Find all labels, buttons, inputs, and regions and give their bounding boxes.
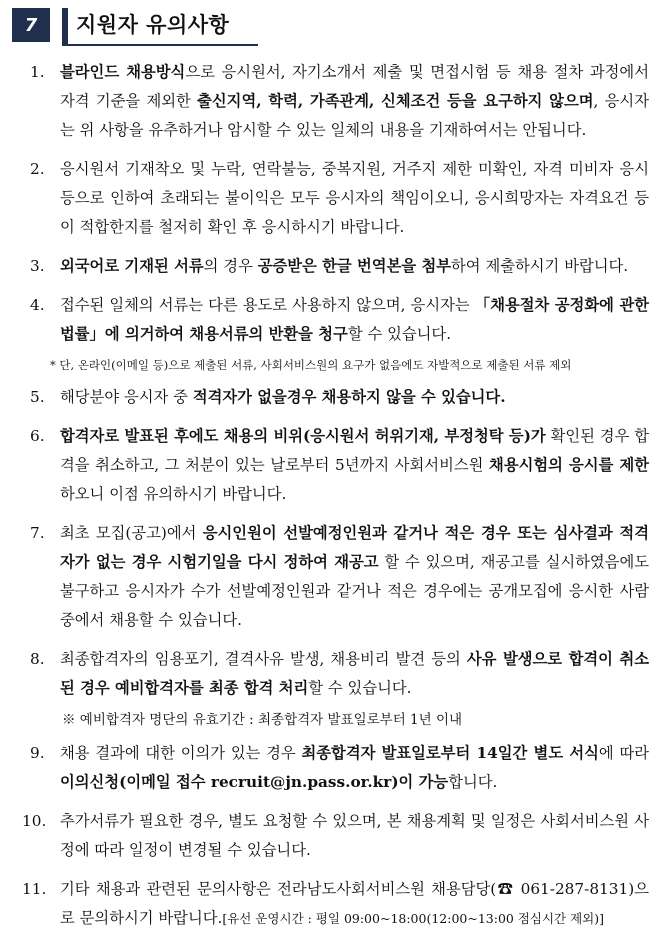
body-text: 최종합격자의 임용포기, 결격사유 발생, 채용비리 발견 등의 — [60, 650, 467, 668]
notice-text — [60, 291, 649, 349]
notice-item — [0, 383, 665, 412]
notice-text — [60, 875, 649, 933]
body-text: 기타 채용과 관련된 문의사항은 전라남도사회서비스원 채용담당(☎ 061-287-8131)으로 문의하시기 바랍니다. — [60, 880, 649, 927]
body-text: 할 수 있습니다. — [308, 679, 412, 697]
notice-item — [0, 645, 665, 703]
emphasis-text: 응시인원이 선발예정인원과 같거나 적은 경우 또는 심사결과 적격자가 없는 경우 시험기일을 다시 정하여 재공고 — [60, 524, 649, 571]
emphasis-text: 출신지역, 학력, 가족관계, 신체조건 등을 요구하지 않으며 — [197, 92, 594, 110]
notice-item — [0, 739, 665, 797]
title-accent-bar — [62, 8, 68, 44]
section-title: 지원자 유의사항 — [76, 13, 230, 37]
notice-number: 5. — [30, 388, 45, 406]
body-text: 최초 모집(공고)에서 — [60, 524, 203, 542]
notice-text — [60, 58, 649, 145]
notice-item — [0, 291, 665, 349]
body-text: 으로 응시원서, 자기소개서 제출 및 면접시험 등 채용 절차 과정에서 자격 기준을 제외한 — [60, 63, 649, 110]
notice-item — [0, 252, 665, 281]
body-text: 확인된 경우 합격을 취소하고, 그 처분이 있는 날로부터 5년까지 사회서비스원 — [60, 427, 650, 474]
emphasis-text: 사유 발생으로 합격이 취소된 경우 예비합격자를 최종 합격 처리 — [60, 650, 650, 697]
notice-item — [0, 875, 665, 933]
body-text: 할 수 있으며, 재공고를 실시하였음에도 불구하고 응시자가 수가 선발예정인원과 같거나 적은 경우에는 공개모집에 응시한 사람 중에서 채용할 수 있습니다. — [60, 553, 650, 629]
body-text: 채용 결과에 대한 이의가 있는 경우 — [60, 744, 302, 762]
notice-text — [60, 645, 649, 703]
notice-number: 2. — [30, 160, 45, 178]
emphasis-text: 블라인드 채용방식 — [60, 63, 186, 81]
notice-number: 10. — [22, 812, 47, 830]
body-text: 추가서류가 필요한 경우, 별도 요청할 수 있으며, 본 채용계획 및 일정은 사회서비스원 사정에 따라 일정이 변경될 수 있습니다. — [60, 812, 649, 859]
notice-item — [0, 807, 665, 865]
body-text: 해당분야 응시자 중 — [60, 388, 193, 406]
emphasis-text: 채용시험의 응시를 제한 — [489, 456, 649, 474]
emphasis-text: 「채용절차 공정화에 관한 법률」에 의거하여 채용서류의 반환을 청구 — [60, 296, 650, 343]
notice-item — [0, 155, 665, 242]
emphasis-text: 이의신청(이메일 접수 recruit@jn.pass.or.kr)이 가능 — [60, 773, 449, 791]
notice-number: 8. — [30, 650, 45, 668]
body-text: [유선 운영시간 : 평일 09:00~18:00(12:00~13:00 점심시간 제외)] — [222, 911, 605, 926]
notice-number: 7. — [30, 524, 45, 542]
footnote: ※ 예비합격자 명단의 유효기간 : 최종합격자 발표일로부터 1년 이내 — [62, 712, 463, 728]
notice-text — [60, 519, 649, 635]
notice-text — [60, 739, 649, 797]
notice-text — [60, 422, 649, 509]
notice-text — [60, 807, 649, 865]
title-underline — [62, 44, 258, 46]
notice-number: 3. — [30, 257, 45, 275]
notice-text — [60, 383, 649, 412]
section-number-badge: 7 — [12, 8, 50, 42]
notice-number: 6. — [30, 427, 45, 445]
footnote: * 단, 온라인(이메일 등)으로 제출된 서류, 사회서비스원의 요구가 없음에도 자발적으로 제출된 서류 제외 — [50, 358, 572, 372]
notice-number: 1. — [30, 63, 45, 81]
body-text: , 응시자는 위 사항을 유추하거나 암시할 수 있는 일체의 내용을 기재하여서는 안됩니다. — [60, 92, 649, 139]
emphasis-text: 최종합격자 발표일로부터 14일간 별도 서식 — [301, 744, 599, 762]
notice-text — [60, 252, 649, 281]
notice-list — [0, 58, 665, 943]
emphasis-text: 공증받은 한글 번역본을 첨부 — [257, 257, 452, 275]
body-text: 의 경우 — [203, 257, 258, 275]
notice-number: 4. — [30, 296, 45, 314]
notice-item — [0, 58, 665, 145]
body-text: 응시원서 기재착오 및 누락, 연락불능, 중복지원, 거주지 제한 미확인, 자격 미비자 응시 등으로 인하여 초래되는 불이익은 모두 응시자의 책임이오니, 응시희망자는 자격요건 등이 적합한지를 철저히 확인 후 응시하시기 바랍니다. — [60, 160, 649, 236]
body-text: 에 따라 — [598, 744, 650, 762]
body-text: 접수된 일체의 서류는 다른 용도로 사용하지 않으며, 응시자는 — [60, 296, 475, 314]
section-header — [12, 8, 652, 44]
notice-number: 9. — [30, 744, 45, 762]
body-text: 하오니 이점 유의하시기 바랍니다. — [60, 485, 287, 503]
body-text: 하여 제출하시기 바랍니다. — [451, 257, 629, 275]
emphasis-text: 외국어로 기재된 서류 — [60, 257, 204, 275]
emphasis-text: 적격자가 없을경우 채용하지 않을 수 있습니다. — [192, 388, 506, 406]
notice-item — [0, 519, 665, 635]
notice-text — [60, 155, 649, 242]
notice-item — [0, 422, 665, 509]
body-text: 합니다. — [448, 773, 498, 791]
notice-number: 11. — [22, 880, 47, 898]
body-text: 할 수 있습니다. — [347, 325, 452, 343]
emphasis-text: 합격자로 발표된 후에도 채용의 비위(응시원서 허위기재, 부정청탁 등)가 — [60, 427, 546, 445]
